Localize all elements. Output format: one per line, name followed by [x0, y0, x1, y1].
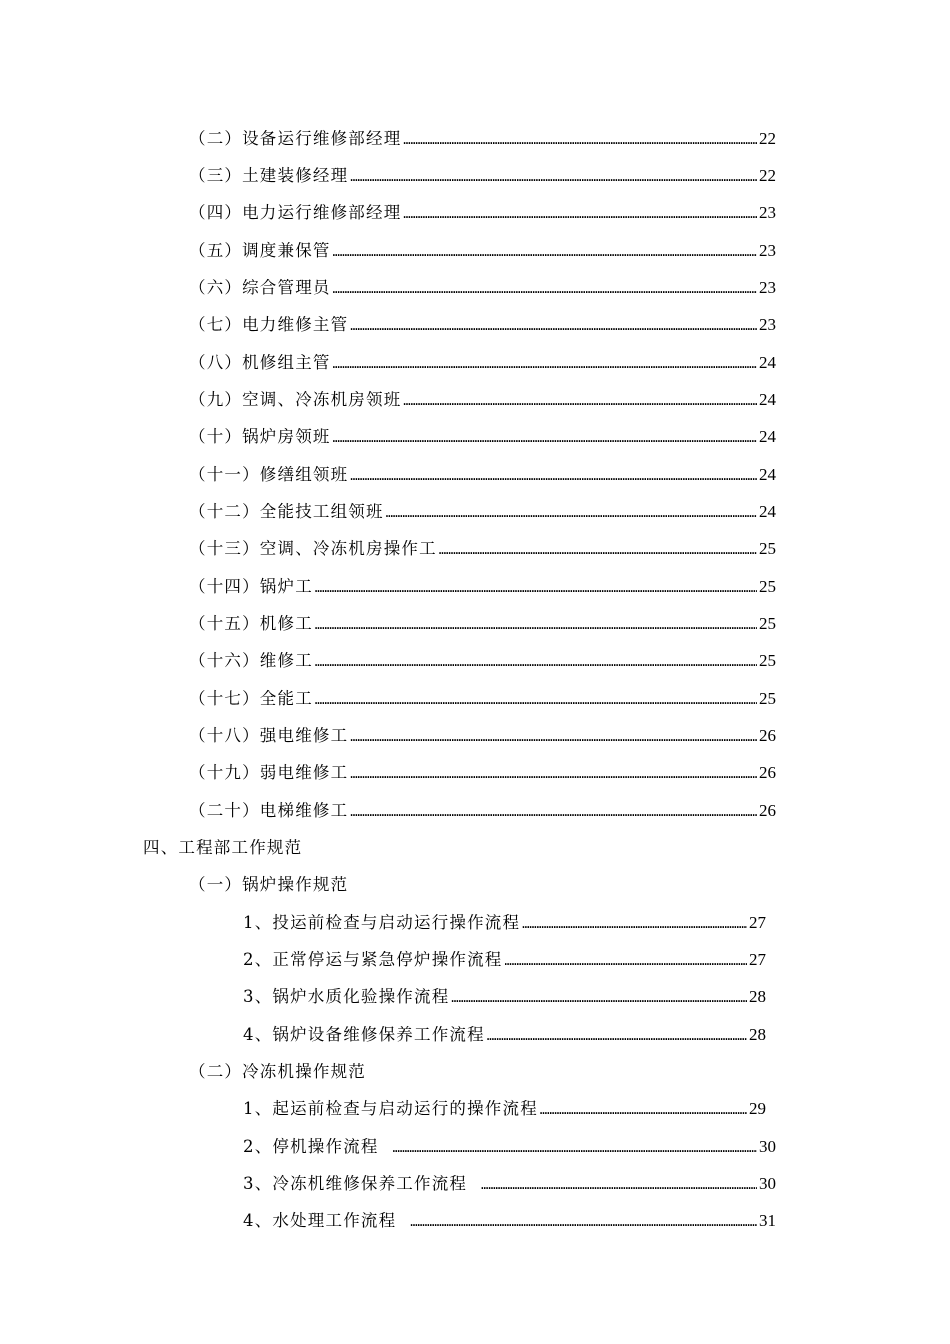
toc-entry-label: （五）调度兼保管	[189, 241, 331, 260]
toc-entry[interactable]	[189, 500, 776, 524]
toc-entry-label: （九）空调、冷冻机房领班	[189, 390, 402, 409]
toc-entry-page: 29	[749, 1099, 766, 1118]
toc-entry-page: 25	[759, 614, 776, 633]
toc-entry-label: （二）设备运行维修部经理	[189, 129, 402, 148]
dot-leader	[350, 165, 757, 189]
toc-entry[interactable]	[189, 164, 776, 188]
toc-entry-page: 25	[759, 577, 776, 596]
toc-entry-page: 24	[759, 465, 776, 484]
toc-entry-page: 31	[759, 1211, 776, 1230]
toc-entry-label: （十二）全能技工组领班	[189, 502, 384, 521]
dot-leader	[522, 912, 747, 936]
dot-leader	[333, 426, 757, 450]
toc-entry[interactable]	[243, 985, 766, 1009]
toc-entry[interactable]	[243, 1023, 766, 1047]
dot-leader	[315, 613, 757, 637]
toc-entry[interactable]	[189, 313, 776, 337]
toc-entry-label: （十一）修缮组领班	[189, 465, 349, 484]
dot-leader	[481, 1173, 757, 1197]
toc-entry-page: 24	[759, 390, 776, 409]
toc-entry-label: （十六）维修工	[189, 651, 313, 670]
toc-entry-label: （十五）机修工	[189, 614, 313, 633]
toc-entry[interactable]	[189, 537, 776, 561]
toc-entry[interactable]	[189, 612, 776, 636]
toc-entry-page: 25	[759, 539, 776, 558]
toc-entry-label: （八）机修组主管	[189, 353, 331, 372]
toc-entry-page: 23	[759, 241, 776, 260]
dot-leader	[393, 1136, 757, 1160]
toc-entry-label: （三）土建装修经理	[189, 166, 349, 185]
toc-entry-label: 3、冷冻机维修保养工作流程	[243, 1174, 468, 1193]
toc-entry[interactable]	[189, 127, 776, 151]
toc-entry-page: 26	[759, 763, 776, 782]
toc-entry[interactable]	[189, 724, 776, 748]
toc-entry-page: 30	[759, 1174, 776, 1193]
toc-entry[interactable]	[243, 1209, 776, 1233]
toc-entry[interactable]	[189, 276, 776, 300]
toc-entry-label: （七）电力维修主管	[189, 315, 349, 334]
dot-leader	[540, 1098, 747, 1122]
dot-leader	[350, 314, 757, 338]
toc-entry-page: 28	[749, 1025, 766, 1044]
dot-leader	[403, 128, 757, 152]
toc-entry[interactable]	[243, 948, 766, 972]
toc-subsection-heading[interactable]: （二）冷冻机操作规范	[189, 1062, 366, 1081]
dot-leader	[315, 576, 757, 600]
toc-entry-label: 1、投运前检查与启动运行操作流程	[243, 913, 521, 932]
dot-leader	[451, 986, 747, 1010]
toc-entry[interactable]	[243, 1097, 766, 1121]
toc-entry-page: 23	[759, 203, 776, 222]
dot-leader	[350, 800, 757, 824]
toc-entry-page: 30	[759, 1137, 776, 1156]
dot-leader	[487, 1024, 747, 1048]
toc-entry-label: （十）锅炉房领班	[189, 427, 331, 446]
toc-entry-label: （十四）锅炉工	[189, 577, 313, 596]
toc-entry[interactable]	[189, 239, 776, 263]
toc-entry[interactable]	[189, 463, 776, 487]
toc-section-heading[interactable]: 四、工程部工作规范	[143, 838, 303, 857]
toc-entry[interactable]	[243, 911, 766, 935]
toc-entry-label: （十八）强电维修工	[189, 726, 349, 745]
dot-leader	[505, 949, 748, 973]
toc-entry-label: 3、锅炉水质化验操作流程	[243, 987, 450, 1006]
dot-leader	[386, 501, 757, 525]
dot-leader	[403, 202, 757, 226]
toc-entry-page: 28	[749, 987, 766, 1006]
toc-entry-label: （六）综合管理员	[189, 278, 331, 297]
dot-leader	[410, 1210, 757, 1234]
toc-entry[interactable]	[189, 388, 776, 412]
dot-leader	[333, 352, 757, 376]
dot-leader	[350, 464, 757, 488]
toc-entry[interactable]	[189, 687, 776, 711]
toc-entry-page: 25	[759, 651, 776, 670]
toc-entry-label: （十九）弱电维修工	[189, 763, 349, 782]
toc-entry-page: 23	[759, 278, 776, 297]
toc-entry-page: 23	[759, 315, 776, 334]
toc-entry-page: 22	[759, 166, 776, 185]
toc-entry[interactable]	[189, 575, 776, 599]
dot-leader	[333, 277, 757, 301]
toc-entry-page: 25	[759, 689, 776, 708]
toc-entry-label: （二十）电梯维修工	[189, 801, 349, 820]
toc-entry-label: 2、正常停运与紧急停炉操作流程	[243, 950, 503, 969]
dot-leader	[403, 389, 757, 413]
toc-subsection-heading[interactable]: （一）锅炉操作规范	[189, 875, 349, 894]
toc-entry[interactable]	[189, 799, 776, 823]
dot-leader	[333, 240, 757, 264]
toc-entry-page: 22	[759, 129, 776, 148]
toc-entry-label: （十七）全能工	[189, 689, 313, 708]
toc-entry[interactable]	[189, 761, 776, 785]
toc-entry-label: （十三）空调、冷冻机房操作工	[189, 539, 437, 558]
toc-entry-page: 24	[759, 502, 776, 521]
toc-entry-page: 26	[759, 726, 776, 745]
toc-entry-label: （四）电力运行维修部经理	[189, 203, 402, 222]
toc-entry-page: 24	[759, 427, 776, 446]
toc-entry[interactable]	[243, 1172, 776, 1196]
dot-leader	[439, 538, 757, 562]
toc-entry-page: 24	[759, 353, 776, 372]
toc-entry-page: 26	[759, 801, 776, 820]
toc-entry-label: 4、锅炉设备维修保养工作流程	[243, 1025, 485, 1044]
toc-entry-page: 27	[749, 950, 766, 969]
dot-leader	[350, 762, 757, 786]
toc-entry[interactable]	[189, 649, 776, 673]
toc-entry-page: 27	[749, 913, 766, 932]
toc-entry[interactable]	[189, 425, 776, 449]
toc-entry[interactable]	[243, 1135, 776, 1159]
dot-leader	[315, 688, 757, 712]
dot-leader	[350, 725, 757, 749]
toc-entry-label: 4、水处理工作流程	[243, 1211, 397, 1230]
toc-entry[interactable]	[189, 201, 776, 225]
toc-entry-label: 1、起运前检查与启动运行的操作流程	[243, 1099, 538, 1118]
toc-entry[interactable]	[189, 351, 776, 375]
toc-entry-label: 2、停机操作流程	[243, 1137, 379, 1156]
dot-leader	[315, 650, 757, 674]
